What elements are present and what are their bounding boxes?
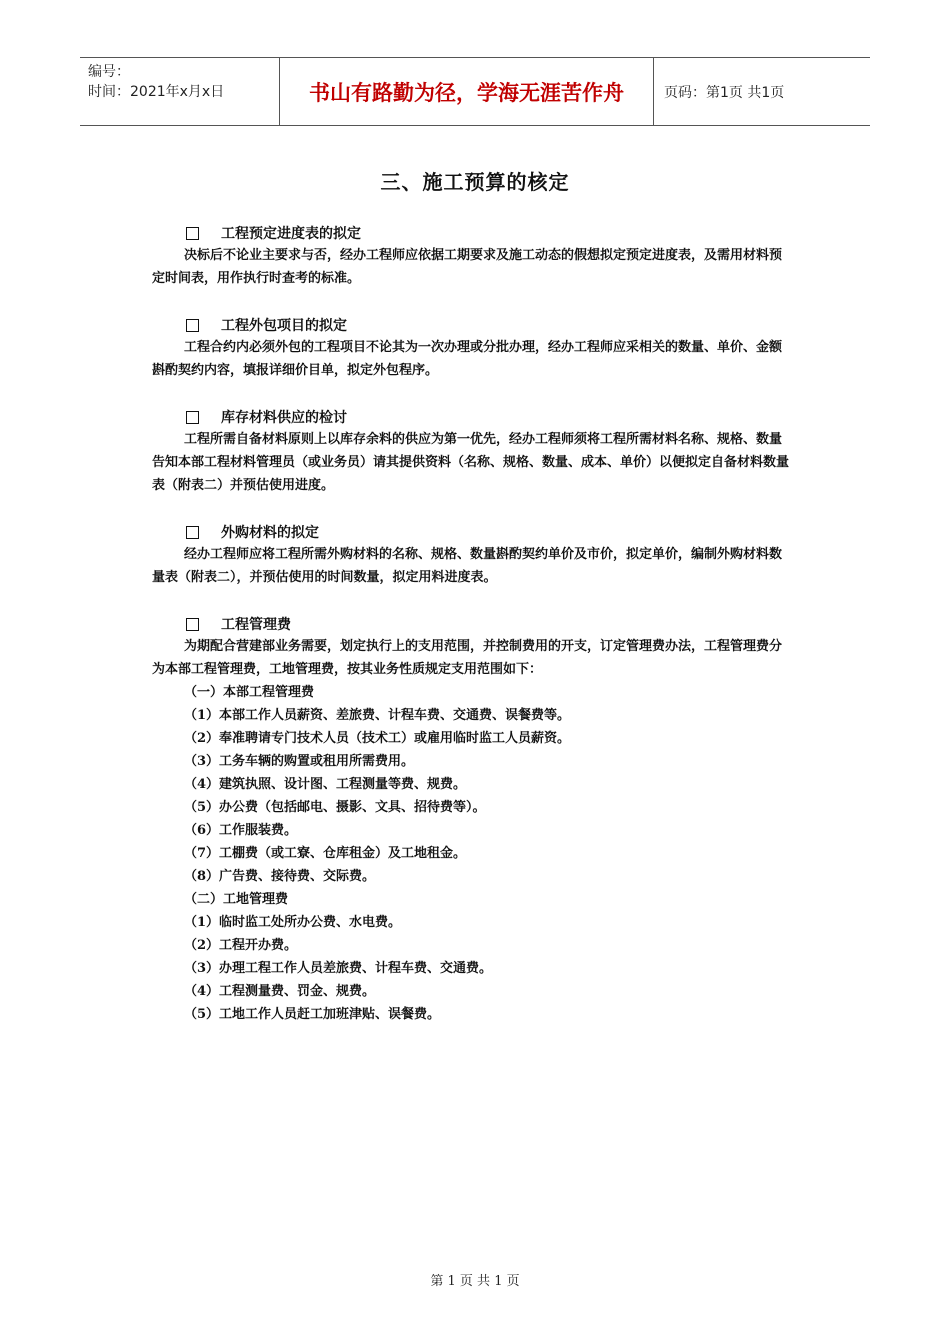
document-title: 三、施工预算的核定 — [380, 170, 570, 194]
section-schedule — [152, 222, 792, 290]
section-paragraph: 工程所需自备材料原则上以库存余料的供应为第一优先，经办工程师须将工程所需材料名称、规格、数量告知本部工程材料管理员（或业务员）请其提供资料（名称、规格、数量、成本、单价）以便拟定自备材料数量表（附表二）并预估使用进度。 — [152, 432, 790, 493]
section-heading-text: 工程外包项目的拟定 — [221, 318, 347, 334]
section-heading — [186, 222, 792, 244]
section-inventory — [152, 406, 792, 497]
checkbox-icon — [186, 411, 199, 424]
section-heading-text: 工程管理费 — [221, 617, 291, 633]
page-header — [80, 57, 870, 126]
checkbox-icon — [186, 618, 199, 631]
list-item: （3）工务车辆的购置或租用所需费用。 — [184, 754, 415, 769]
header-page-info: 页码：第1页 共1页 — [664, 84, 785, 101]
list-item: （1）本部工作人员薪资、差旅费、计程车费、交通费、误餐费等。 — [184, 708, 571, 723]
section-paragraph: 经办工程师应将工程所需外购材料的名称、规格、数量斟酌契约单价及市价，拟定单价，编制外购材料数量表（附表二），并预估使用的时间数量，拟定用料进度表。 — [152, 547, 783, 585]
list-item: （二）工地管理费 — [184, 892, 289, 907]
list-item: （5）工地工作人员赶工加班津贴、误餐费。 — [184, 1007, 441, 1022]
section-heading — [186, 521, 792, 543]
section-heading — [186, 406, 792, 428]
section-paragraph: 工程合约内必须外包的工程项目不论其为一次办理或分批办理，经办工程师应采相关的数量、单价、金额斟酌契约内容，填报详细价目单，拟定外包程序。 — [152, 340, 783, 378]
section-paragraph: 为期配合营建部业务需要，划定执行上的支用范围，并控制费用的开支，订定管理费办法，工程管理费分为本部工程管理费，工地管理费，按其业务性质规定支用范围如下： — [152, 639, 783, 677]
list-item: （6）工作服装费。 — [184, 823, 298, 838]
list-item: （2）奉准聘请专门技术人员（技术工）或雇用临时监工人员薪资。 — [184, 731, 571, 746]
section-heading — [186, 314, 792, 336]
checkbox-icon — [186, 526, 199, 539]
list-item: （5）办公费（包括邮电、摄影、文具、招待费等）。 — [184, 800, 486, 815]
page-footer: 第 1 页 共 1 页 — [430, 1274, 520, 1289]
section-heading — [186, 613, 792, 635]
list-item: （7）工棚费（或工寮、仓库租金）及工地租金。 — [184, 846, 467, 861]
list-item: （4）建筑执照、设计图、工程测量等费、规费。 — [184, 777, 467, 792]
serial-number-label: 编号： — [88, 64, 130, 80]
list-item: （8）广告费、接待费、交际费。 — [184, 869, 376, 884]
section-heading-text: 库存材料供应的检讨 — [221, 410, 347, 426]
section-management-fee — [152, 613, 792, 1026]
section-paragraph: 决标后不论业主要求与否，经办工程师应依据工期要求及施工动态的假想拟定预定进度表，及需用材料预定时间表，用作执行时查考的标准。 — [152, 248, 783, 286]
section-outsourcing — [152, 314, 792, 382]
time-label: 时间：2021年x月x日 — [88, 84, 225, 100]
document-body — [152, 222, 792, 1050]
list-item: （1）临时监工处所办公费、水电费。 — [184, 915, 402, 930]
list-item: （4）工程测量费、罚金、规费。 — [184, 984, 376, 999]
header-motto: 书山有路勤为径，学海无涯苦作舟 — [280, 58, 654, 125]
checkbox-icon — [186, 227, 199, 240]
list-item: （一）本部工程管理费 — [184, 685, 315, 700]
header-meta — [80, 58, 280, 125]
section-heading-text: 工程预定进度表的拟定 — [221, 226, 361, 242]
list-item: （3）办理工程工作人员差旅费、计程车费、交通费。 — [184, 961, 493, 976]
section-purchased-materials — [152, 521, 792, 589]
list-item: （2）工程开办费。 — [184, 938, 298, 953]
section-heading-text: 外购材料的拟定 — [221, 525, 319, 541]
checkbox-icon — [186, 319, 199, 332]
